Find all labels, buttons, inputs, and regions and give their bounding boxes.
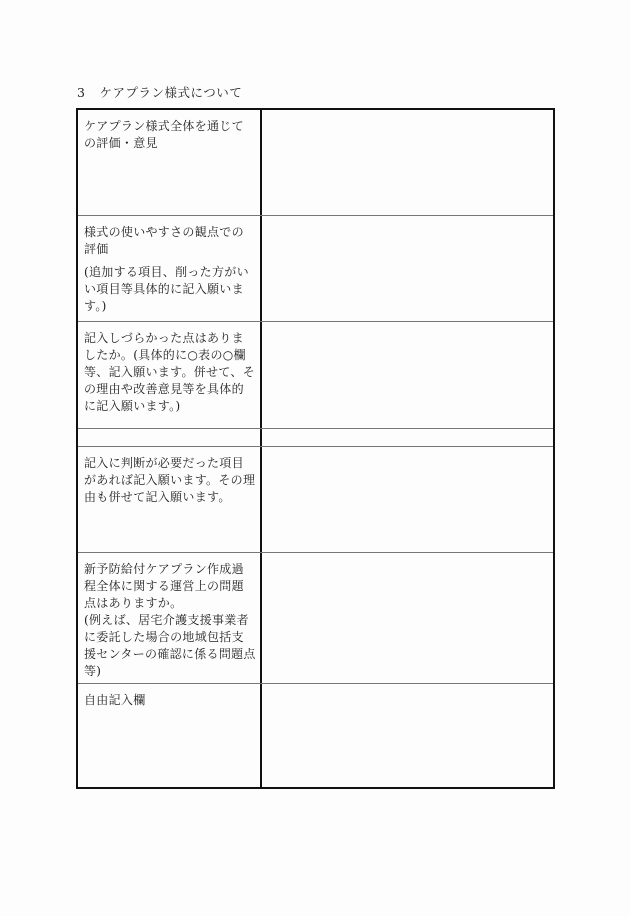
table-row-usability	[78, 216, 553, 322]
row-label	[84, 692, 256, 709]
answer-field-blank[interactable]	[264, 429, 553, 446]
row-label	[84, 118, 256, 152]
answer-field-difficult-points[interactable]	[264, 322, 553, 428]
answer-field-usability[interactable]	[264, 216, 553, 321]
care-plan-survey-table	[76, 108, 555, 789]
label-text: 記入しづらかった点はありましたか。(具体的に○表の○欄等、記入願います。併せて、その理由や改善意見等を具体的に記入願います。)	[84, 331, 256, 413]
label-text: ケアプラン様式全体を通じての評価・意見	[84, 119, 244, 150]
label-note: (例えば、居宅介護支援事業者に委託した場合の地域包括支援センターの確認に係る問題点等)	[84, 613, 256, 678]
row-label	[84, 561, 256, 680]
section-heading: ケアプラン様式について	[99, 85, 243, 100]
row-label	[84, 224, 256, 315]
label-text: 自由記入欄	[84, 693, 146, 707]
label-note: (追加する項目、削った方がいい項目等具体的に記入願います。)	[84, 265, 249, 313]
table-row-blank	[78, 429, 553, 447]
label-text: 様式の使いやすさの観点での評価	[84, 225, 244, 256]
row-label	[84, 330, 256, 415]
section-number: 3	[77, 85, 86, 100]
answer-field-judgment-items[interactable]	[264, 447, 553, 552]
section-title	[77, 83, 242, 101]
label-text: 新予防給付ケアプラン作成過程全体に関する運営上の問題点はありますか。	[84, 562, 244, 610]
answer-field-operational-issues[interactable]	[264, 553, 553, 683]
table-row-overall-evaluation	[78, 110, 553, 216]
answer-field-free-entry[interactable]	[264, 684, 553, 787]
table-row-difficult-points	[78, 322, 553, 429]
answer-field-overall-evaluation[interactable]	[264, 110, 553, 215]
table-row-free-entry	[78, 684, 553, 787]
row-label	[84, 455, 256, 506]
label-text: 記入に判断が必要だった項目があれば記入願います。その理由も併せて記入願います。	[84, 456, 256, 504]
table-row-judgment-items	[78, 447, 553, 553]
table-row-operational-issues	[78, 553, 553, 684]
